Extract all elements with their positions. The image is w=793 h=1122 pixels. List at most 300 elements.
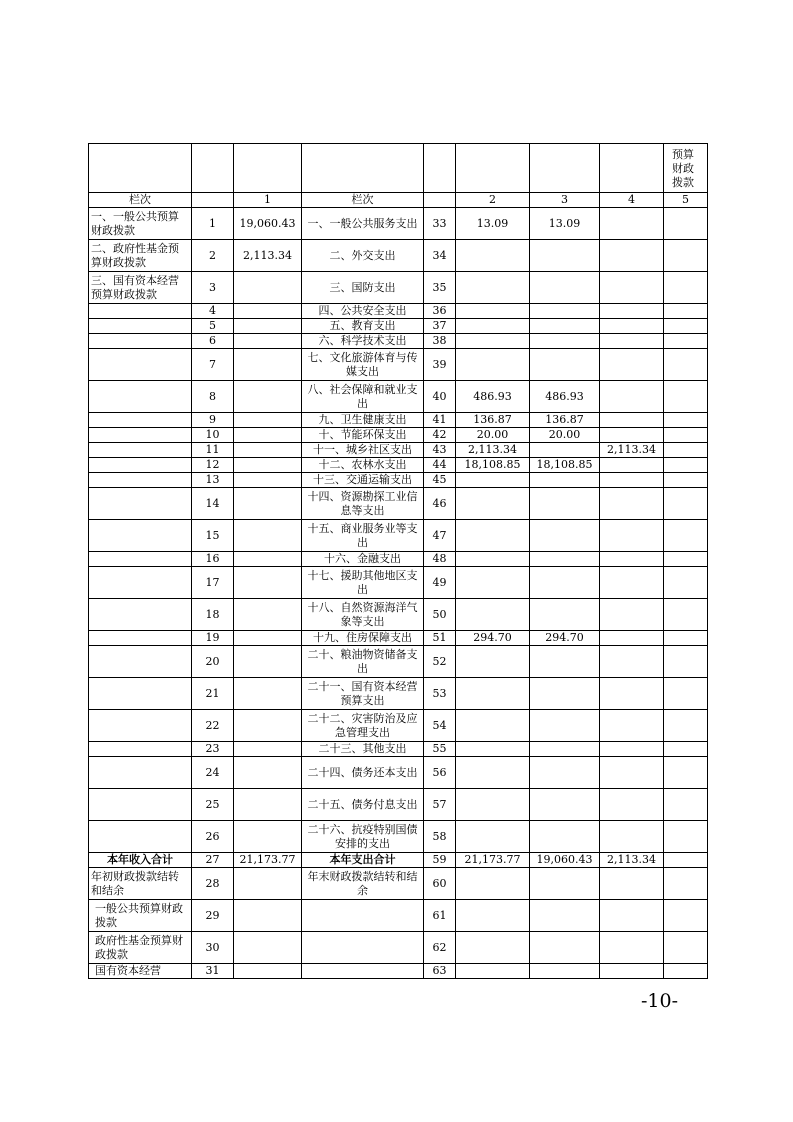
- table-body: [89, 144, 708, 979]
- expense-item-cell: 十九、住房保障支出: [302, 631, 424, 646]
- income-item-cell: [89, 789, 192, 821]
- header-cell: [600, 144, 664, 193]
- expense-total: [456, 520, 530, 552]
- expense-total: 20.00: [456, 428, 530, 443]
- expense-total: 136.87: [456, 413, 530, 428]
- expense-item-cell: 八、社会保障和就业支出: [302, 381, 424, 413]
- column-label: 2: [456, 193, 530, 208]
- table-row: [89, 742, 708, 757]
- expense-total: 486.93: [456, 381, 530, 413]
- expense-item-cell: 十二、农林水支出: [302, 458, 424, 473]
- expense-total: 18,108.85: [456, 458, 530, 473]
- expense-general-budget: 486.93: [530, 381, 600, 413]
- income-item-cell: [89, 304, 192, 319]
- column-label: [424, 193, 456, 208]
- expense-line-no: 46: [424, 488, 456, 520]
- table-row: [89, 428, 708, 443]
- income-amount: [234, 381, 302, 413]
- expense-total: 21,173.77: [456, 853, 530, 868]
- expense-total: [456, 900, 530, 932]
- expense-state-capital: [664, 742, 708, 757]
- table-row: [89, 488, 708, 520]
- expense-fund-budget: [600, 334, 664, 349]
- table-row: [89, 567, 708, 599]
- expense-line-no: 58: [424, 821, 456, 853]
- income-item-cell: [89, 334, 192, 349]
- expense-fund-budget: [600, 381, 664, 413]
- expense-state-capital: [664, 458, 708, 473]
- income-line-no: 19: [192, 631, 234, 646]
- table-row: [89, 319, 708, 334]
- expense-total: [456, 349, 530, 381]
- expense-total: [456, 742, 530, 757]
- expense-state-capital: [664, 757, 708, 789]
- table-row: [89, 710, 708, 742]
- income-amount: [234, 678, 302, 710]
- expense-general-budget: [530, 443, 600, 458]
- income-amount: 21,173.77: [234, 853, 302, 868]
- table-row: [89, 349, 708, 381]
- expense-line-no: 56: [424, 757, 456, 789]
- table-row: [89, 272, 708, 304]
- table-row: [89, 964, 708, 979]
- expense-general-budget: [530, 964, 600, 979]
- expense-fund-budget: 2,113.34: [600, 853, 664, 868]
- table-row: [89, 473, 708, 488]
- expense-general-budget: [530, 473, 600, 488]
- income-line-no: 30: [192, 932, 234, 964]
- income-line-no: 10: [192, 428, 234, 443]
- income-amount: [234, 428, 302, 443]
- header-cell: [302, 144, 424, 193]
- expense-total: [456, 868, 530, 900]
- expense-total: [456, 488, 530, 520]
- income-line-no: 7: [192, 349, 234, 381]
- expense-state-capital: [664, 520, 708, 552]
- income-amount: [234, 413, 302, 428]
- expense-total: [456, 304, 530, 319]
- expense-state-capital: [664, 567, 708, 599]
- expense-general-budget: [530, 742, 600, 757]
- income-line-no: 24: [192, 757, 234, 789]
- income-amount: 19,060.43: [234, 208, 302, 240]
- column-label: 1: [234, 193, 302, 208]
- expense-fund-budget: [600, 821, 664, 853]
- expense-general-budget: [530, 567, 600, 599]
- expense-general-budget: [530, 240, 600, 272]
- income-line-no: 1: [192, 208, 234, 240]
- expense-fund-budget: [600, 208, 664, 240]
- table-row: [89, 240, 708, 272]
- expense-fund-budget: [600, 428, 664, 443]
- income-item-cell: [89, 428, 192, 443]
- expense-state-capital: [664, 789, 708, 821]
- expense-total: 294.70: [456, 631, 530, 646]
- expense-item-cell: 十六、金融支出: [302, 552, 424, 567]
- expense-state-capital: [664, 552, 708, 567]
- expense-state-capital: [664, 428, 708, 443]
- expense-general-budget: [530, 349, 600, 381]
- expense-item-cell: 十、节能环保支出: [302, 428, 424, 443]
- expense-fund-budget: [600, 567, 664, 599]
- expense-fund-budget: [600, 710, 664, 742]
- expense-state-capital: [664, 599, 708, 631]
- table-row: [89, 821, 708, 853]
- expense-line-no: 40: [424, 381, 456, 413]
- expense-line-no: 61: [424, 900, 456, 932]
- expense-fund-budget: [600, 458, 664, 473]
- expense-general-budget: [530, 272, 600, 304]
- header-cell: [530, 144, 600, 193]
- expense-line-no: 39: [424, 349, 456, 381]
- expense-line-no: 62: [424, 932, 456, 964]
- expense-line-no: 37: [424, 319, 456, 334]
- table-row: [89, 599, 708, 631]
- expense-fund-budget: [600, 240, 664, 272]
- expense-item-cell: [302, 932, 424, 964]
- table-row: [89, 458, 708, 473]
- expense-total: [456, 552, 530, 567]
- expense-fund-budget: 2,113.34: [600, 443, 664, 458]
- expense-fund-budget: [600, 868, 664, 900]
- expense-general-budget: [530, 868, 600, 900]
- expense-state-capital: [664, 473, 708, 488]
- expense-total: [456, 240, 530, 272]
- expense-state-capital: [664, 334, 708, 349]
- expense-fund-budget: [600, 678, 664, 710]
- income-amount: [234, 932, 302, 964]
- header-cell: [456, 144, 530, 193]
- expense-fund-budget: [600, 900, 664, 932]
- expense-state-capital: [664, 646, 708, 678]
- expense-total: [456, 710, 530, 742]
- income-amount: [234, 473, 302, 488]
- expense-line-no: 63: [424, 964, 456, 979]
- expense-item-cell: 年末财政拨款结转和结余: [302, 868, 424, 900]
- expense-state-capital: [664, 710, 708, 742]
- expense-state-capital: [664, 413, 708, 428]
- income-line-no: 23: [192, 742, 234, 757]
- income-line-no: 9: [192, 413, 234, 428]
- expense-fund-budget: [600, 304, 664, 319]
- income-line-no: 6: [192, 334, 234, 349]
- income-item-cell: [89, 552, 192, 567]
- expense-line-no: 48: [424, 552, 456, 567]
- income-line-no: 27: [192, 853, 234, 868]
- expense-item-cell: 本年支出合计: [302, 853, 424, 868]
- income-item-cell: 一般公共预算财政拨款: [89, 900, 192, 932]
- column-label: 5: [664, 193, 708, 208]
- income-amount: [234, 710, 302, 742]
- column-label: 4: [600, 193, 664, 208]
- expense-fund-budget: [600, 319, 664, 334]
- expense-item-cell: 四、公共安全支出: [302, 304, 424, 319]
- income-line-no: 4: [192, 304, 234, 319]
- income-amount: [234, 789, 302, 821]
- expense-line-no: 55: [424, 742, 456, 757]
- expense-line-no: 43: [424, 443, 456, 458]
- income-line-no: 31: [192, 964, 234, 979]
- table-row: [89, 208, 708, 240]
- expense-line-no: 57: [424, 789, 456, 821]
- table-row: [89, 381, 708, 413]
- header-row: [89, 144, 708, 193]
- header-col8-label: 预算财政拨款: [672, 148, 694, 189]
- expense-general-budget: [530, 710, 600, 742]
- table-row: [89, 631, 708, 646]
- header-cell: [89, 144, 192, 193]
- income-item-cell: [89, 742, 192, 757]
- income-item-cell: 年初财政拨款结转和结余: [89, 868, 192, 900]
- income-amount: 2,113.34: [234, 240, 302, 272]
- expense-total: [456, 789, 530, 821]
- expense-total: [456, 646, 530, 678]
- expense-line-no: 44: [424, 458, 456, 473]
- income-line-no: 5: [192, 319, 234, 334]
- expense-general-budget: 294.70: [530, 631, 600, 646]
- income-line-no: 3: [192, 272, 234, 304]
- expense-item-cell: 六、科学技术支出: [302, 334, 424, 349]
- expense-state-capital: [664, 631, 708, 646]
- expense-line-no: 60: [424, 868, 456, 900]
- income-item-cell: 政府性基金预算财政拨款: [89, 932, 192, 964]
- expense-line-no: 33: [424, 208, 456, 240]
- expense-state-capital: [664, 488, 708, 520]
- expense-total: [456, 319, 530, 334]
- expense-line-no: 59: [424, 853, 456, 868]
- expense-general-budget: [530, 678, 600, 710]
- expense-item-cell: 二十六、抗疫特别国债安排的支出: [302, 821, 424, 853]
- table-row: [89, 868, 708, 900]
- expense-total: 2,113.34: [456, 443, 530, 458]
- expense-total: 13.09: [456, 208, 530, 240]
- expense-state-capital: [664, 304, 708, 319]
- income-line-no: 13: [192, 473, 234, 488]
- income-amount: [234, 599, 302, 631]
- income-item-cell: [89, 413, 192, 428]
- income-item-cell: [89, 631, 192, 646]
- column-label: [192, 193, 234, 208]
- income-item-cell: [89, 821, 192, 853]
- expense-item-cell: 二十四、债务还本支出: [302, 757, 424, 789]
- column-label-row: [89, 193, 708, 208]
- expense-fund-budget: [600, 631, 664, 646]
- expense-line-no: 51: [424, 631, 456, 646]
- expense-total: [456, 757, 530, 789]
- income-line-no: 17: [192, 567, 234, 599]
- expense-total: [456, 599, 530, 631]
- expense-item-cell: 十三、交通运输支出: [302, 473, 424, 488]
- income-item-cell: [89, 443, 192, 458]
- expense-general-budget: [530, 304, 600, 319]
- expense-general-budget: [530, 932, 600, 964]
- income-item-cell: [89, 678, 192, 710]
- expense-state-capital: [664, 240, 708, 272]
- income-amount: [234, 443, 302, 458]
- table-row: [89, 304, 708, 319]
- income-amount: [234, 304, 302, 319]
- expense-item-cell: 二十二、灾害防治及应急管理支出: [302, 710, 424, 742]
- expense-total: [456, 473, 530, 488]
- income-item-cell: [89, 757, 192, 789]
- income-amount: [234, 631, 302, 646]
- table-row: [89, 853, 708, 868]
- expense-item-cell: 二、外交支出: [302, 240, 424, 272]
- income-item-cell: [89, 599, 192, 631]
- expense-general-budget: [530, 599, 600, 631]
- income-amount: [234, 334, 302, 349]
- expense-item-cell: 一、一般公共服务支出: [302, 208, 424, 240]
- expense-item-cell: 二十五、债务付息支出: [302, 789, 424, 821]
- expense-state-capital: [664, 853, 708, 868]
- expense-line-no: 52: [424, 646, 456, 678]
- expense-item-cell: 十七、援助其他地区支出: [302, 567, 424, 599]
- table-row: [89, 789, 708, 821]
- income-line-no: 15: [192, 520, 234, 552]
- expense-line-no: 38: [424, 334, 456, 349]
- expense-general-budget: [530, 520, 600, 552]
- table-row: [89, 552, 708, 567]
- expense-fund-budget: [600, 646, 664, 678]
- income-amount: [234, 646, 302, 678]
- expense-total: [456, 932, 530, 964]
- expense-total: [456, 821, 530, 853]
- income-amount: [234, 272, 302, 304]
- expense-total: [456, 964, 530, 979]
- income-amount: [234, 488, 302, 520]
- income-amount: [234, 742, 302, 757]
- income-amount: [234, 349, 302, 381]
- table-row: [89, 520, 708, 552]
- expense-line-no: 42: [424, 428, 456, 443]
- income-line-no: 25: [192, 789, 234, 821]
- expense-state-capital: [664, 932, 708, 964]
- income-amount: [234, 520, 302, 552]
- expense-fund-budget: [600, 964, 664, 979]
- expense-total: [456, 567, 530, 599]
- income-item-cell: [89, 381, 192, 413]
- expense-line-no: 54: [424, 710, 456, 742]
- expense-fund-budget: [600, 552, 664, 567]
- expense-total: [456, 272, 530, 304]
- income-line-no: 16: [192, 552, 234, 567]
- income-item-cell: [89, 458, 192, 473]
- expense-general-budget: [530, 552, 600, 567]
- header-cell: [664, 144, 708, 193]
- income-amount: [234, 458, 302, 473]
- expense-line-no: 36: [424, 304, 456, 319]
- expense-item-cell: 二十一、国有资本经营预算支出: [302, 678, 424, 710]
- expense-item-cell: 十四、资源勘探工业信息等支出: [302, 488, 424, 520]
- expense-state-capital: [664, 208, 708, 240]
- column-label: 3: [530, 193, 600, 208]
- income-line-no: 20: [192, 646, 234, 678]
- expense-state-capital: [664, 272, 708, 304]
- income-amount: [234, 319, 302, 334]
- table-row: [89, 932, 708, 964]
- expense-fund-budget: [600, 599, 664, 631]
- table-row: [89, 678, 708, 710]
- expense-general-budget: [530, 789, 600, 821]
- income-item-cell: [89, 646, 192, 678]
- expense-general-budget: 18,108.85: [530, 458, 600, 473]
- income-item-cell: 三、国有资本经营预算财政拨款: [89, 272, 192, 304]
- income-line-no: 21: [192, 678, 234, 710]
- income-item-cell: [89, 520, 192, 552]
- expense-state-capital: [664, 381, 708, 413]
- expense-general-budget: [530, 900, 600, 932]
- header-cell: [424, 144, 456, 193]
- income-item-cell: [89, 567, 192, 599]
- expense-item-cell: 七、文化旅游体育与传媒支出: [302, 349, 424, 381]
- expense-state-capital: [664, 964, 708, 979]
- expense-general-budget: [530, 821, 600, 853]
- income-line-no: 8: [192, 381, 234, 413]
- income-line-no: 11: [192, 443, 234, 458]
- income-line-no: 29: [192, 900, 234, 932]
- income-item-cell: 国有资本经营: [89, 964, 192, 979]
- expense-item-cell: 十八、自然资源海洋气象等支出: [302, 599, 424, 631]
- income-item-cell: [89, 710, 192, 742]
- expense-state-capital: [664, 443, 708, 458]
- expense-item-cell: 十一、城乡社区支出: [302, 443, 424, 458]
- expense-line-no: 49: [424, 567, 456, 599]
- expense-state-capital: [664, 349, 708, 381]
- income-amount: [234, 821, 302, 853]
- expense-fund-budget: [600, 789, 664, 821]
- income-amount: [234, 900, 302, 932]
- income-line-no: 14: [192, 488, 234, 520]
- table-row: [89, 413, 708, 428]
- income-item-cell: 二、政府性基金预算财政拨款: [89, 240, 192, 272]
- table-row: [89, 646, 708, 678]
- income-amount: [234, 868, 302, 900]
- income-amount: [234, 567, 302, 599]
- expense-fund-budget: [600, 932, 664, 964]
- expense-total: [456, 334, 530, 349]
- income-item-cell: [89, 473, 192, 488]
- page-number: -10-: [641, 990, 679, 1012]
- expense-state-capital: [664, 319, 708, 334]
- expense-fund-budget: [600, 520, 664, 552]
- table-row: [89, 334, 708, 349]
- expense-item-cell: 三、国防支出: [302, 272, 424, 304]
- budget-table: [88, 143, 708, 979]
- expense-item-cell: [302, 900, 424, 932]
- expense-state-capital: [664, 900, 708, 932]
- expense-general-budget: [530, 488, 600, 520]
- expense-line-no: 47: [424, 520, 456, 552]
- expense-item-cell: 九、卫生健康支出: [302, 413, 424, 428]
- expense-general-budget: 19,060.43: [530, 853, 600, 868]
- expense-line-no: 50: [424, 599, 456, 631]
- expense-state-capital: [664, 868, 708, 900]
- expense-total: [456, 678, 530, 710]
- expense-line-no: 34: [424, 240, 456, 272]
- expense-fund-budget: [600, 413, 664, 428]
- table-row: [89, 757, 708, 789]
- header-cell: [192, 144, 234, 193]
- income-amount: [234, 552, 302, 567]
- expense-general-budget: [530, 757, 600, 789]
- expense-fund-budget: [600, 488, 664, 520]
- expense-fund-budget: [600, 757, 664, 789]
- expense-item-cell: 五、教育支出: [302, 319, 424, 334]
- expense-general-budget: 20.00: [530, 428, 600, 443]
- expense-state-capital: [664, 821, 708, 853]
- expense-item-cell: 二十、粮油物资储备支出: [302, 646, 424, 678]
- expense-line-no: 35: [424, 272, 456, 304]
